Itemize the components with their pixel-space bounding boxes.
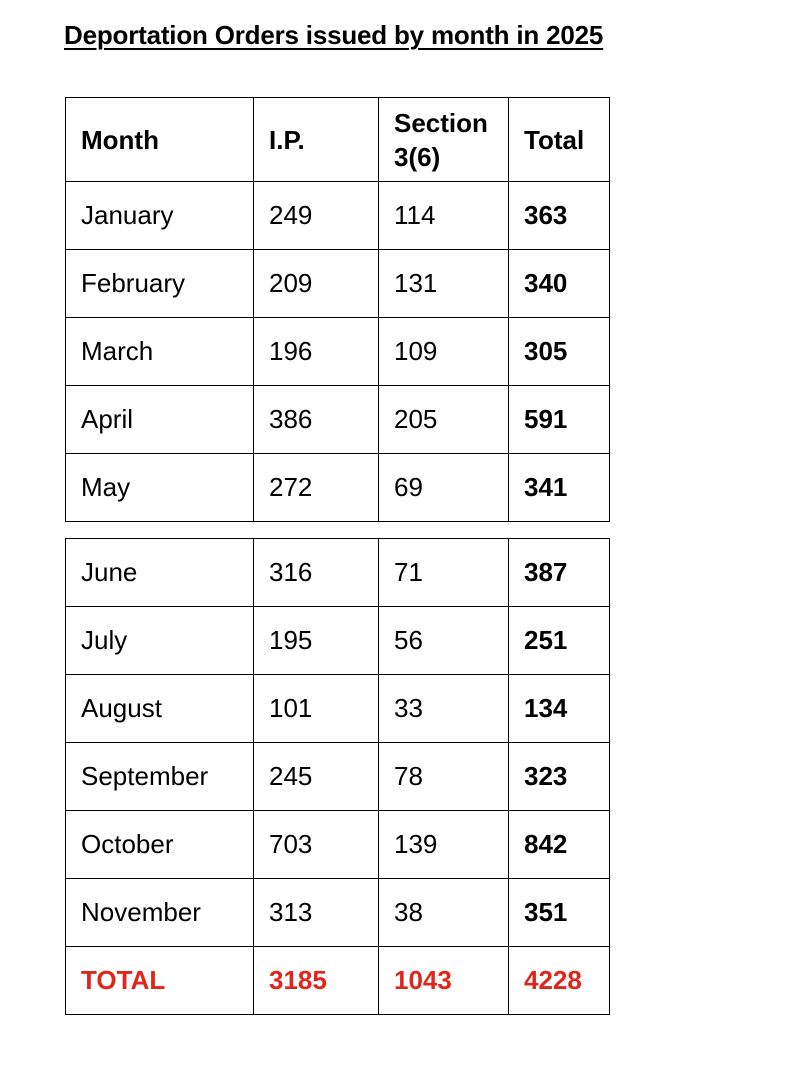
- cell-month: January: [66, 182, 254, 250]
- cell-section: 38: [379, 879, 509, 947]
- cell-section: 109: [379, 318, 509, 386]
- table-row: [66, 318, 610, 386]
- cell-month: May: [66, 454, 254, 522]
- cell-total: 323: [509, 743, 610, 811]
- header-section-line2: 3(6): [394, 141, 441, 172]
- cell-section: 69: [379, 454, 509, 522]
- header-section: [379, 98, 509, 182]
- table-row: [66, 454, 610, 522]
- cell-section: 56: [379, 607, 509, 675]
- cell-section: 33: [379, 675, 509, 743]
- cell-section: 114: [379, 182, 509, 250]
- header-month: Month: [66, 98, 254, 182]
- total-label: TOTAL: [66, 947, 254, 1015]
- cell-month: August: [66, 675, 254, 743]
- table-row: [66, 743, 610, 811]
- cell-month: November: [66, 879, 254, 947]
- cell-month: July: [66, 607, 254, 675]
- total-ip: 3185: [254, 947, 379, 1015]
- cell-month: February: [66, 250, 254, 318]
- cell-section: 139: [379, 811, 509, 879]
- table-row: [66, 182, 610, 250]
- cell-total: 305: [509, 318, 610, 386]
- table-row: [66, 675, 610, 743]
- deportation-table-upper: [65, 97, 610, 522]
- cell-ip: 245: [254, 743, 379, 811]
- cell-ip: 386: [254, 386, 379, 454]
- header-ip: I.P.: [254, 98, 379, 182]
- table-row: [66, 539, 610, 607]
- table-row: [66, 879, 610, 947]
- total-section: 1043: [379, 947, 509, 1015]
- cell-month: April: [66, 386, 254, 454]
- cell-total: 387: [509, 539, 610, 607]
- cell-section: 205: [379, 386, 509, 454]
- cell-section: 78: [379, 743, 509, 811]
- header-total: Total: [509, 98, 610, 182]
- cell-total: 340: [509, 250, 610, 318]
- cell-ip: 196: [254, 318, 379, 386]
- cell-total: 842: [509, 811, 610, 879]
- total-grand: 4228: [509, 947, 610, 1015]
- cell-section: 131: [379, 250, 509, 318]
- table-row: [66, 250, 610, 318]
- table-header-row: [66, 98, 610, 182]
- cell-ip: 249: [254, 182, 379, 250]
- cell-section: 71: [379, 539, 509, 607]
- table-row: [66, 811, 610, 879]
- deportation-table-lower: [65, 538, 610, 1015]
- cell-month: March: [66, 318, 254, 386]
- cell-ip: 313: [254, 879, 379, 947]
- cell-ip: 101: [254, 675, 379, 743]
- cell-total: 351: [509, 879, 610, 947]
- cell-month: October: [66, 811, 254, 879]
- cell-total: 251: [509, 607, 610, 675]
- cell-total: 363: [509, 182, 610, 250]
- cell-ip: 703: [254, 811, 379, 879]
- cell-ip: 272: [254, 454, 379, 522]
- page-title: Deportation Orders issued by month in 2025: [64, 20, 604, 50]
- table-row: [66, 386, 610, 454]
- cell-total: 341: [509, 454, 610, 522]
- header-section-line1: Section: [394, 107, 488, 138]
- total-row: [66, 947, 610, 1015]
- cell-ip: 209: [254, 250, 379, 318]
- cell-ip: 316: [254, 539, 379, 607]
- cell-month: September: [66, 743, 254, 811]
- cell-ip: 195: [254, 607, 379, 675]
- table-row: [66, 607, 610, 675]
- cell-total: 591: [509, 386, 610, 454]
- cell-total: 134: [509, 675, 610, 743]
- cell-month: June: [66, 539, 254, 607]
